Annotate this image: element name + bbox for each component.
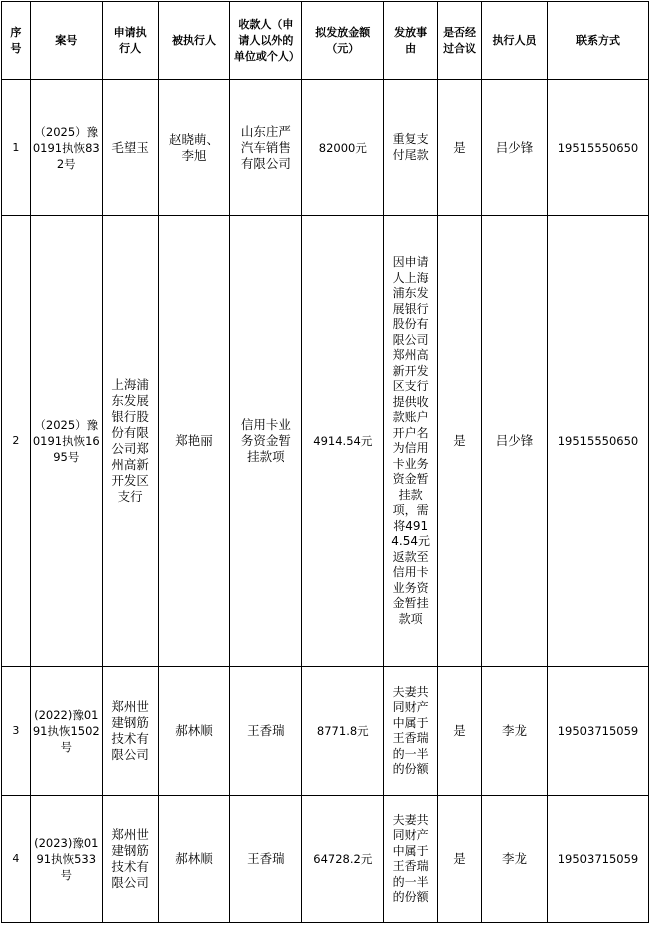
cell-contact: 19503715059 (547, 667, 648, 796)
cell-applicant: 上海浦东发展银行股份有限公司郑州高新开发区支行 (102, 216, 158, 667)
cell-case-no: （2025）豫0191执恢1695号 (30, 216, 102, 667)
cell-contact: 19515550650 (547, 216, 648, 667)
cell-council: 是 (438, 80, 482, 216)
cell-index: 3 (2, 667, 31, 796)
cell-officer: 李龙 (482, 796, 548, 923)
cell-officer: 李龙 (482, 667, 548, 796)
cell-applicant: 郑州世建钢筋技术有限公司 (102, 667, 158, 796)
table-row (2, 796, 649, 923)
header-council: 是否经过合议 (438, 2, 482, 80)
cell-officer: 吕少锋 (482, 216, 548, 667)
table-row (2, 80, 649, 216)
cell-payee: 信用卡业务资金暂挂款项 (230, 216, 302, 667)
cell-index: 2 (2, 216, 31, 667)
table-row (2, 667, 649, 796)
header-amount: 拟发放金额（元） (302, 2, 384, 80)
cell-amount: 82000元 (302, 80, 384, 216)
cell-executee: 郝林顺 (158, 796, 230, 923)
cell-reason: 因申请人上海浦东发展银行股份有限公司郑州高新开发区支行提供收款账户开户名为信用卡业务资金暂挂款项，需将4914.54元返款至信用卡业务资金暂挂款项 (384, 216, 438, 667)
cell-council: 是 (438, 216, 482, 667)
cell-applicant: 郑州世建钢筋技术有限公司 (102, 796, 158, 923)
header-index: 序号 (2, 2, 31, 80)
cell-executee: 赵晓萌、李旭 (158, 80, 230, 216)
header-officer: 执行人员 (482, 2, 548, 80)
cell-amount: 8771.8元 (302, 667, 384, 796)
cell-amount: 64728.2元 (302, 796, 384, 923)
cell-amount: 4914.54元 (302, 216, 384, 667)
cell-index: 1 (2, 80, 31, 216)
cell-executee: 郝林顺 (158, 667, 230, 796)
cell-index: 4 (2, 796, 31, 923)
header-executee: 被执行人 (158, 2, 230, 80)
cell-case-no: (2022)豫0191执恢1502号 (30, 667, 102, 796)
cell-case-no: （2025）豫0191执恢832号 (30, 80, 102, 216)
table-row (2, 216, 649, 667)
cell-contact: 19515550650 (547, 80, 648, 216)
cell-officer: 吕少锋 (482, 80, 548, 216)
cell-contact: 19503715059 (547, 796, 648, 923)
header-row (2, 2, 649, 80)
cell-payee: 山东庄严汽车销售有限公司 (230, 80, 302, 216)
header-contact: 联系方式 (547, 2, 648, 80)
cell-applicant: 毛望玉 (102, 80, 158, 216)
cell-council: 是 (438, 796, 482, 923)
header-applicant: 申请执行人 (102, 2, 158, 80)
header-case-no: 案号 (30, 2, 102, 80)
disbursement-table (1, 1, 649, 923)
cell-payee: 王香瑞 (230, 667, 302, 796)
header-payee: 收款人（申请人以外的单位或个人） (230, 2, 302, 80)
cell-case-no: (2023)豫0191执恢533号 (30, 796, 102, 923)
cell-reason: 重复支付尾款 (384, 80, 438, 216)
cell-payee: 王香瑞 (230, 796, 302, 923)
header-reason: 发放事由 (384, 2, 438, 80)
cell-reason: 夫妻共同财产中属于王香瑞的一半的份额 (384, 796, 438, 923)
cell-reason: 夫妻共同财产中属于王香瑞的一半的份额 (384, 667, 438, 796)
cell-council: 是 (438, 667, 482, 796)
cell-executee: 郑艳丽 (158, 216, 230, 667)
